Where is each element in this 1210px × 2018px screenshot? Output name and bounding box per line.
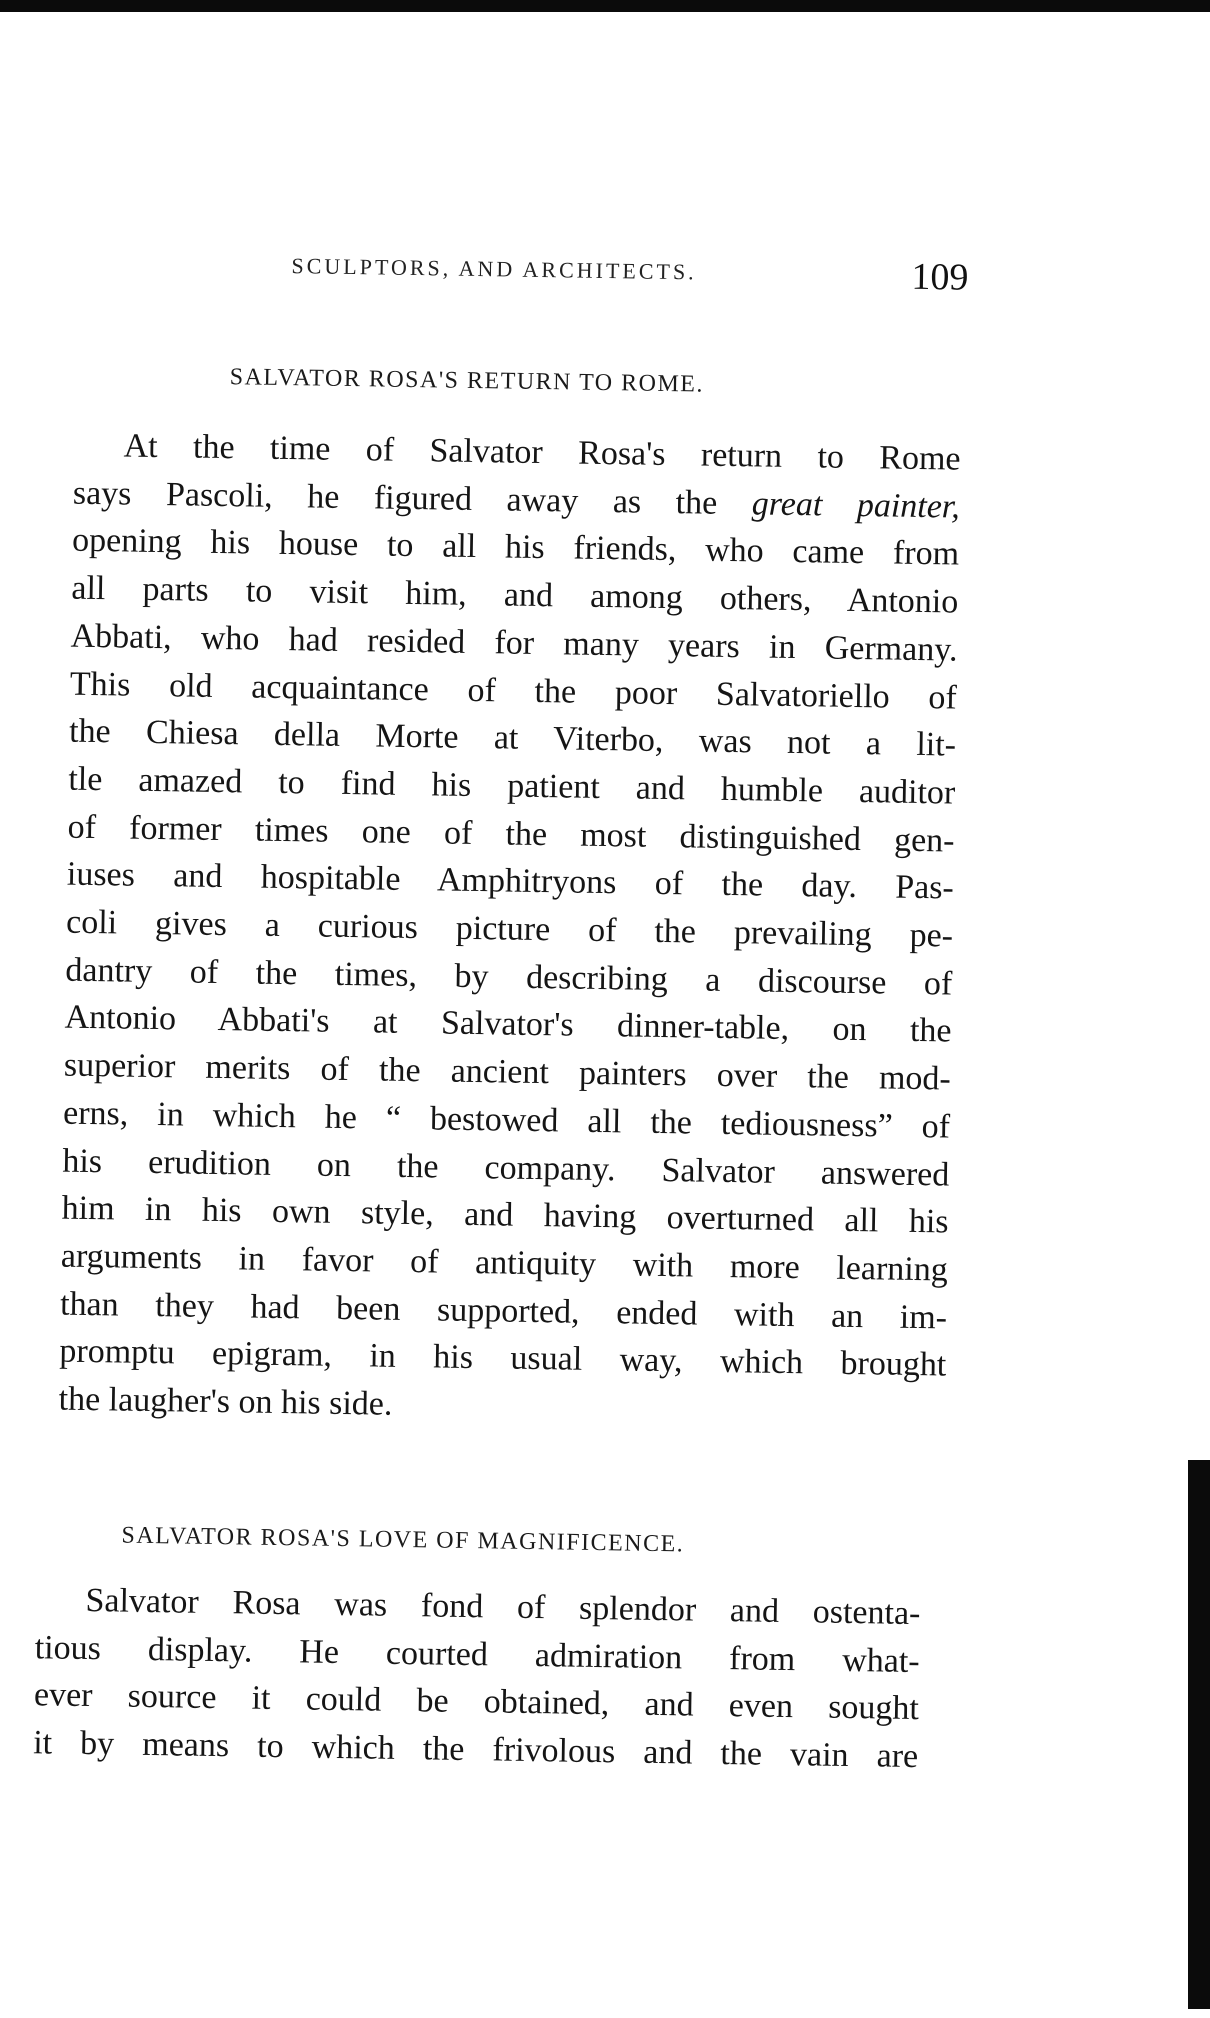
text-line: the Chiesa della Morte at Viterbo, was not a lit- [68, 712, 957, 764]
text-line: Salvator Rosa was fond of splendor and ostenta- [85, 1581, 921, 1633]
paragraph-return-to-rome [58, 422, 961, 1438]
text-line: arguments in favor of antiquity with more learning [60, 1237, 949, 1289]
text-line: tle amazed to find his patient and humble auditor [68, 760, 956, 812]
page-number: 109 [911, 255, 969, 299]
text-line: than they had been supported, ended with an im- [59, 1285, 948, 1337]
text-line: all parts to visit him, and among others, Antonio [71, 569, 959, 621]
text-line: Antonio Abbati's at Salvator's dinner-table, on the [64, 999, 952, 1050]
text-line: tious display. He courted admiration from what- [34, 1628, 920, 1680]
italic-text: great painter, [751, 485, 961, 526]
text-line: Abbati, who had resided for many years in Germany. [70, 617, 958, 669]
running-head: SCULPTORS, AND ARCHITECTS. [291, 253, 697, 285]
text-line: him in his own style, and having overturned all his [61, 1189, 949, 1241]
paragraph-love-of-magnificence [33, 1576, 921, 1781]
text-line: At the time of Salvator Rosa's return to Rome [123, 427, 961, 478]
text-line: opening his house to all his friends, who came from [71, 522, 960, 573]
text-line: it by means to which the frivolous and the vain are [32, 1724, 919, 1776]
text-line: dantry of the times, by describing a discourse of [65, 951, 953, 1003]
section-heading-love-of-magnificence: SALVATOR ROSA'S LOVE OF MAGNIFICENCE. [121, 1522, 685, 1558]
text-span: says Pascoli, he figured away as the [72, 474, 718, 522]
text-line: ever source it could be obtained, and even sought [33, 1676, 920, 1728]
section-heading-return-to-rome: SALVATOR ROSA'S RETURN TO ROME. [229, 364, 705, 398]
text-line: promptu epigram, in his usual way, which brought [59, 1332, 947, 1384]
text-line: of former times one of the most distinguished gen- [67, 808, 955, 860]
text-line: This old acquaintance of the poor Salvatoriello of [69, 665, 958, 717]
text-line: the laugher's on his side. [58, 1380, 393, 1423]
text-line: iuses and hospitable Amphitryons of the day. Pas- [66, 855, 955, 907]
text-line: superior merits of the ancient painters over the mod- [63, 1046, 952, 1098]
text-line: his erudition on the company. Salvator answered [62, 1142, 950, 1194]
text-line: erns, in which he “ bestowed all the tediousness” of [62, 1094, 951, 1146]
text-line: coli gives a curious picture of the prevailing pe- [65, 903, 954, 955]
